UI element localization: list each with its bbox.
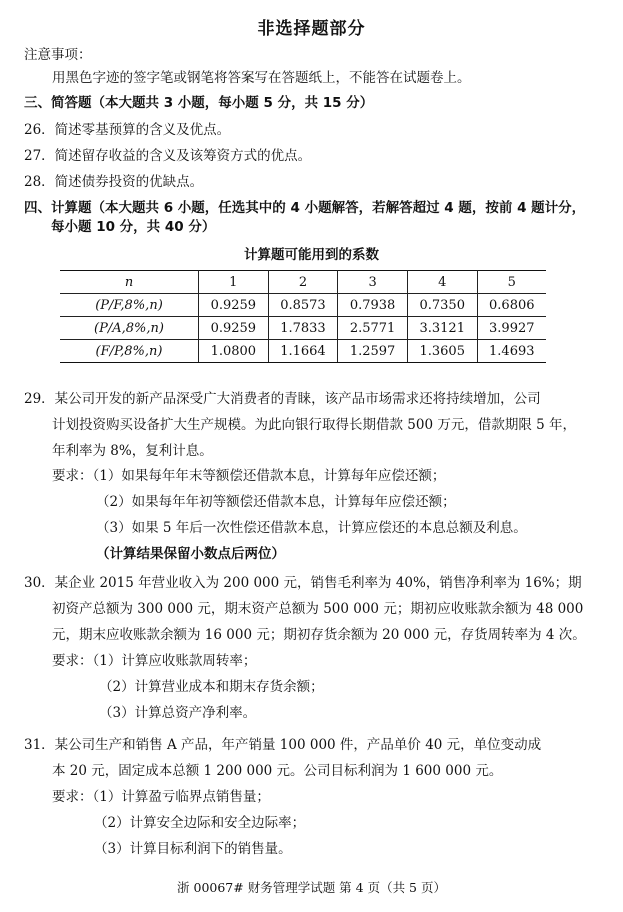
q31-requirement-1: 要求：（1）计算盈亏临界点销售量； — [52, 789, 270, 805]
q29-requirement-2: （2）如果每年年初等额偿还借款本息，计算每年应偿还额； — [96, 494, 456, 510]
notice-heading: 注意事项： — [24, 47, 92, 63]
table-cell: 3.3121 — [407, 317, 477, 340]
table-cell: 1.4693 — [477, 340, 546, 363]
coefficient-table — [60, 270, 546, 363]
table-cell: 1.0800 — [199, 340, 269, 363]
q29-requirement-1: 要求：（1）如果每年年末等额偿还借款本息，计算每年应偿还额； — [52, 468, 446, 484]
q30-line1: 30．某企业 2015 年营业收入为 200 000 元，销售毛利率为 40%，销售净利率为 16%；期 — [24, 575, 582, 591]
question-26: 26．简述零基预算的含义及优点。 — [24, 122, 231, 138]
q29-rounding-note: （计算结果保留小数点后两位） — [96, 546, 285, 562]
q29-line3: 年利率为 8%，复利计息。 — [52, 443, 213, 459]
table-row — [60, 317, 546, 340]
table-cell: 0.9259 — [199, 294, 269, 317]
page-footer: 浙 00067# 财务管理学试题 第 4 页（共 5 页） — [177, 880, 446, 895]
part3-heading: 三、简答题（本大题共 3 小题，每小题 5 分，共 15 分） — [24, 95, 374, 111]
table-cell: 1.3605 — [407, 340, 477, 363]
table-cell: (P/F,8%,n) — [60, 294, 199, 317]
table-row — [60, 294, 546, 317]
part4-heading-line1: 四、计算题（本大题共 6 小题，任选其中的 4 小题解答，若解答超过 4 题，按前 4 题计分， — [24, 200, 586, 216]
table-cell: 0.6806 — [477, 294, 546, 317]
table-cell: 0.7350 — [407, 294, 477, 317]
q29-line2: 计划投资购买设备扩大生产规模。为此向银行取得长期借款 500 万元，借款期限 5 年， — [52, 417, 577, 433]
table-cell: 2 — [268, 271, 338, 294]
q31-line1: 31．某公司生产和销售 A 产品，年产销量 100 000 件，产品单价 40 元，单位变动成 — [24, 737, 542, 753]
table-cell: 1.1664 — [268, 340, 338, 363]
table-cell: 1.2597 — [338, 340, 408, 363]
q31-requirement-2: （2）计算安全边际和安全边际率； — [94, 815, 306, 831]
question-27: 27．简述留存收益的含义及该筹资方式的优点。 — [24, 148, 312, 164]
table-cell: 0.8573 — [268, 294, 338, 317]
table-row — [60, 340, 546, 363]
table-cell: 5 — [477, 271, 546, 294]
table-cell: (P/A,8%,n) — [60, 317, 199, 340]
q30-requirement-3: （3）计算总资产净利率。 — [99, 705, 257, 721]
table-cell: n — [60, 271, 199, 294]
notice-text: 用黑色字迹的签字笔或钢笔将答案写在答题纸上，不能答在试题卷上。 — [52, 70, 471, 86]
table-cell: 2.5771 — [338, 317, 408, 340]
table-cell: 1 — [199, 271, 269, 294]
table-cell: 4 — [407, 271, 477, 294]
q30-requirement-2: （2）计算营业成本和期末存货余额； — [99, 679, 324, 695]
question-28: 28．简述债券投资的优缺点。 — [24, 174, 204, 190]
coef-table-title: 计算题可能用到的系数 — [244, 247, 379, 263]
q29-requirement-3: （3）如果 5 年后一次性偿还借款本息，计算应偿还的本息总额及利息。 — [96, 520, 527, 536]
q30-line2: 初资产总额为 300 000 元，期末资产总额为 500 000 元；期初应收账款余额为 48 000 — [52, 601, 584, 617]
table-cell: 1.7833 — [268, 317, 338, 340]
q31-requirement-3: （3）计算目标利润下的销售量。 — [94, 841, 292, 857]
q29-line1: 29．某公司开发的新产品深受广大消费者的青睐，该产品市场需求还将持续增加，公司 — [24, 391, 541, 407]
q30-requirement-1: 要求：（1）计算应收账款周转率； — [52, 653, 257, 669]
q31-line2: 本 20 元，固定成本总额 1 200 000 元。公司目标利润为 1 600 000 元。 — [52, 763, 503, 779]
part4-heading-line2: 每小题 10 分，共 40 分） — [51, 219, 216, 235]
q30-line3: 元，期末应收账款余额为 16 000 元；期初存货余额为 20 000 元，存货周转率为 4 次。 — [52, 627, 586, 643]
section-title: 非选择题部分 — [257, 19, 366, 39]
table-cell: 0.7938 — [338, 294, 408, 317]
table-header-row — [60, 271, 546, 294]
table-cell: 3.9927 — [477, 317, 546, 340]
table-cell: 3 — [338, 271, 408, 294]
table-cell: (F/P,8%,n) — [60, 340, 199, 363]
table-cell: 0.9259 — [199, 317, 269, 340]
